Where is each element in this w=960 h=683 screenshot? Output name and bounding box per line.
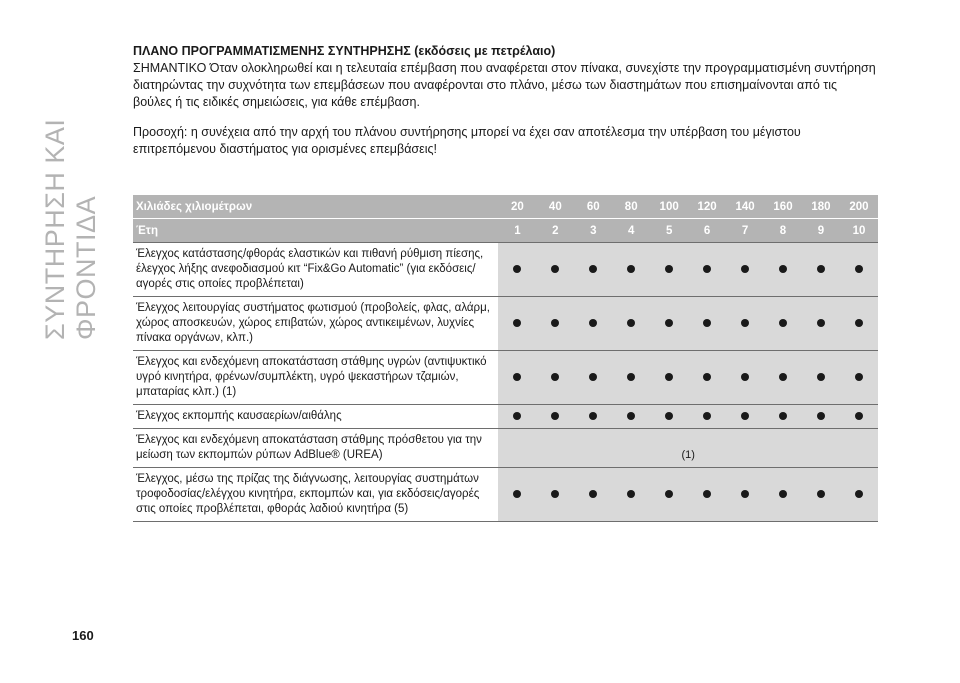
dot-marker	[817, 319, 825, 327]
dot-marker	[855, 373, 863, 381]
km-label: Χιλιάδες χιλιομέτρων	[133, 195, 498, 218]
row-description: Έλεγχος, μέσω της πρίζας της διάγνωσης, λειτουργίας συστημάτων τροφοδοσίας/ελέγχου κινητήρα, εκπομπών και, για εκδόσεις/αγορές στις οποίες προβλέπεται, φθοράς λαδιού κινητήρα (5)	[133, 467, 498, 521]
dot-marker	[779, 265, 787, 273]
km-col: 200	[840, 195, 878, 218]
km-col: 100	[650, 195, 688, 218]
page-number: 160	[72, 628, 94, 643]
caution-note: Προσοχή: η συνέχεια από την αρχή του πλάνου συντήρησης μπορεί να έχει σαν αποτέλεσμα την υπέρβαση του μέγιστου επιτρεπόμενου διαστήματος για ορισμένες επεμβάσεις!	[133, 125, 801, 156]
row-description: Έλεγχος κατάστασης/φθοράς ελαστικών και πιθανή ρύθμιση πίεσης, έλεγχος λήξης ανεφοδιασμού κιτ “Fix&Go Automatic” (για εκδόσεις/αγορές στις οποίες προβλέπεται)	[133, 242, 498, 296]
dot-marker	[741, 412, 749, 420]
table-row	[133, 428, 878, 467]
row-description: Έλεγχος και ενδεχόμενη αποκατάσταση στάθμης υγρών (αντιψυκτικό υγρό κινητήρα, φρένων/συμπλέκτη, υγρό ψεκαστήρων τζαμιών, μπαταρίας κλπ.) (1)	[133, 350, 498, 404]
km-col: 60	[574, 195, 612, 218]
table-row	[133, 242, 878, 296]
year-col: 2	[536, 219, 574, 242]
row-note: (1)	[498, 428, 878, 467]
year-col: 6	[688, 219, 726, 242]
table-row	[133, 296, 878, 350]
dot-marker	[703, 319, 711, 327]
dot-marker	[665, 490, 673, 498]
km-col: 20	[498, 195, 536, 218]
row-description: Έλεγχος και ενδεχόμενη αποκατάσταση στάθμης πρόσθετου για την μείωση των εκπομπών ρύπων AdBlue® (UREA)	[133, 428, 498, 467]
km-header-row	[133, 195, 878, 218]
dot-marker	[703, 373, 711, 381]
km-col: 160	[764, 195, 802, 218]
dot-marker	[817, 265, 825, 273]
dot-marker	[779, 319, 787, 327]
dot-marker	[589, 319, 597, 327]
year-col: 1	[498, 219, 536, 242]
dot-marker	[817, 373, 825, 381]
km-col: 140	[726, 195, 764, 218]
dot-marker	[817, 490, 825, 498]
dot-marker	[589, 373, 597, 381]
dot-marker	[513, 265, 521, 273]
km-col: 80	[612, 195, 650, 218]
km-col: 120	[688, 195, 726, 218]
section-heading: ΠΛΑΝΟ ΠΡΟΓΡΑΜΜΑΤΙΣΜΕΝΗΣ ΣΥΝΤΗΡΗΣΗΣ (εκδόσεις με πετρέλαιο)	[133, 44, 556, 58]
year-col: 9	[802, 219, 840, 242]
important-note: ΣΗΜΑΝΤΙΚΟ Όταν ολοκληρωθεί και η τελευταία επέμβαση που αναφέρεται στον πίνακα, συνεχίστε την προγραμματισμένη συντήρηση διατηρώντας την συχνότητα των επεμβάσεων που αναφέρονται στο πλάνο, μέσω των διαστημάτων που επισημαίνονται από τις βούλες ή τις ειδικές σημειώσεις, για κάθε επέμβαση.	[133, 61, 876, 109]
dot-marker	[627, 412, 635, 420]
dot-marker	[627, 373, 635, 381]
year-col: 4	[612, 219, 650, 242]
dot-marker	[665, 412, 673, 420]
dot-marker	[779, 412, 787, 420]
dot-marker	[627, 490, 635, 498]
year-col: 8	[764, 219, 802, 242]
dot-marker	[513, 373, 521, 381]
row-description: Έλεγχος λειτουργίας συστήματος φωτισμού (προβολείς, φλας, αλάρμ, χώρος αποσκευών, χώρος επιβατών, χώρος αντικειμένων, λυχνίες πίνακα οργάνων, κλπ.)	[133, 296, 498, 350]
dot-marker	[665, 373, 673, 381]
dot-marker	[741, 373, 749, 381]
dot-marker	[513, 412, 521, 420]
dot-marker	[513, 319, 521, 327]
dot-marker	[855, 319, 863, 327]
dot-marker	[589, 490, 597, 498]
dot-marker	[665, 265, 673, 273]
dot-marker	[855, 265, 863, 273]
dot-marker	[741, 265, 749, 273]
dot-marker	[817, 412, 825, 420]
dot-marker	[703, 412, 711, 420]
dot-marker	[513, 490, 521, 498]
table-row	[133, 467, 878, 521]
years-label: Έτη	[133, 219, 498, 242]
dot-marker	[741, 319, 749, 327]
dot-marker	[855, 490, 863, 498]
row-description: Έλεγχος εκπομπής καυσαερίων/αιθάλης	[133, 404, 498, 428]
dot-marker	[627, 319, 635, 327]
dot-marker	[627, 265, 635, 273]
year-col: 7	[726, 219, 764, 242]
dot-marker	[589, 265, 597, 273]
dot-marker	[741, 490, 749, 498]
dot-marker	[551, 265, 559, 273]
dot-marker	[855, 412, 863, 420]
year-col: 10	[840, 219, 878, 242]
dot-marker	[589, 412, 597, 420]
km-col: 40	[536, 195, 574, 218]
maintenance-table	[133, 195, 878, 522]
years-header-row	[133, 219, 878, 242]
table-row	[133, 350, 878, 404]
dot-marker	[551, 490, 559, 498]
year-col: 5	[650, 219, 688, 242]
dot-marker	[779, 490, 787, 498]
year-col: 3	[574, 219, 612, 242]
dot-marker	[665, 319, 673, 327]
dot-marker	[703, 490, 711, 498]
dot-marker	[551, 319, 559, 327]
dot-marker	[703, 265, 711, 273]
dot-marker	[551, 373, 559, 381]
km-col: 180	[802, 195, 840, 218]
dot-marker	[551, 412, 559, 420]
table-row	[133, 404, 878, 428]
section-side-title: ΣΥΝΤΗΡΗΣΗ ΚΑΙ ΦΡΟΝΤΙΔΑ	[40, 118, 101, 340]
intro-text	[133, 44, 878, 158]
dot-marker	[779, 373, 787, 381]
